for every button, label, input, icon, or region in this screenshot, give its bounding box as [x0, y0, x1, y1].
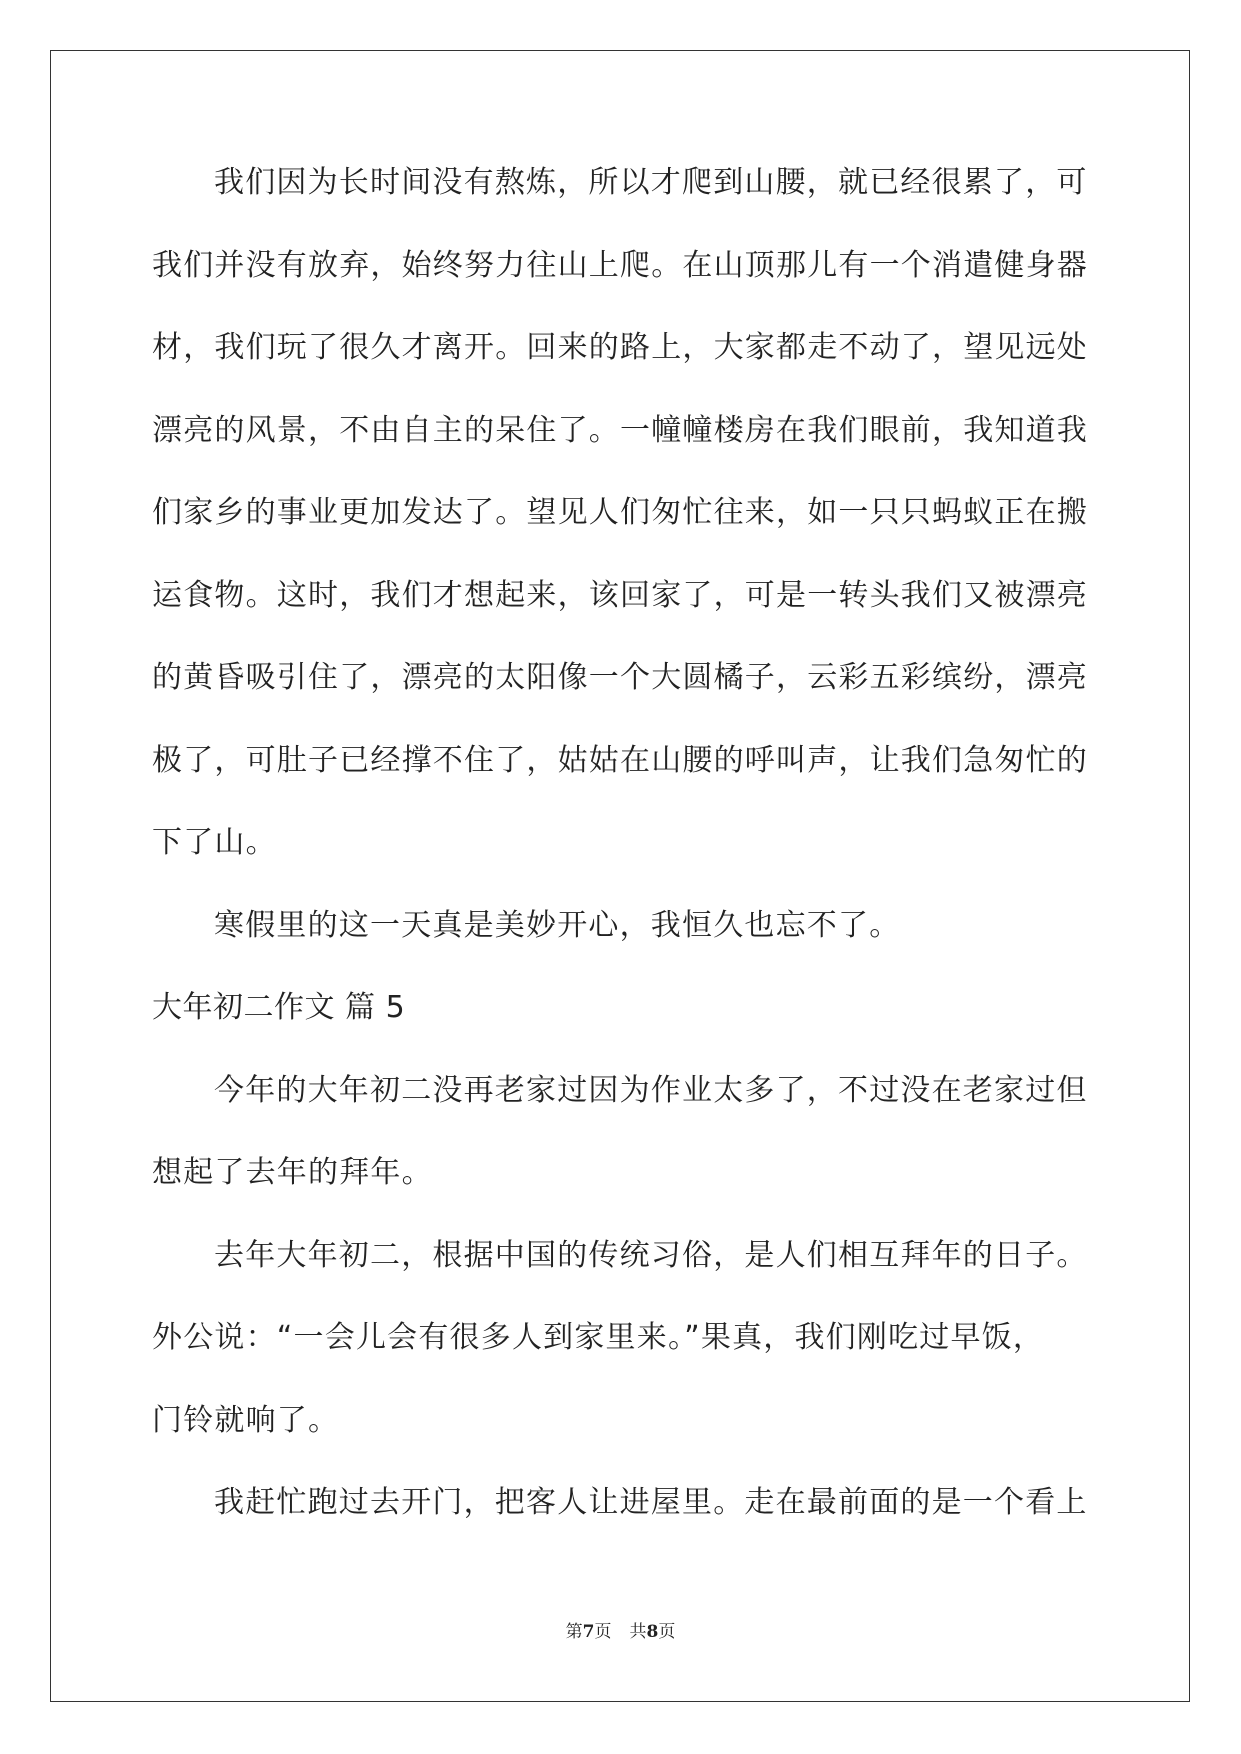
- text-line: 的黄昏吸引住了，漂亮的太阳像一个大圆橘子，云彩五彩缤纷，漂亮: [152, 660, 1088, 695]
- footer-page-unit: 页: [594, 1622, 612, 1642]
- text-line: 们家乡的事业更加发达了。望见人们匆忙往来，如一只只蚂蚁正在搬: [152, 495, 1088, 530]
- text-line: 去年大年初二，根据中国的传统习俗，是人们相互拜年的日子。: [214, 1237, 1088, 1273]
- footer-total-prefix: 共: [629, 1622, 647, 1642]
- text-line: 极了，可肚子已经撑不住了，姑姑在山腰的呼叫声，让我们急匆忙的: [152, 742, 1088, 778]
- footer-prefix: 第: [565, 1622, 583, 1642]
- section-heading: 大年初二作文 篇 5: [152, 990, 406, 1025]
- text-line: 下了山。: [152, 825, 277, 860]
- text-line: 我们因为长时间没有熬炼，所以才爬到山腰，就已经很累了，可: [214, 165, 1088, 200]
- text-line: 运食物。这时，我们才想起来，该回家了，可是一转头我们又被漂亮: [152, 577, 1088, 613]
- current-page-number: 7: [582, 1622, 595, 1642]
- text-line: 漂亮的风景，不由自主的呆住了。一幢幢楼房在我们眼前，我知道我: [152, 412, 1088, 448]
- total-pages-number: 8: [646, 1622, 659, 1642]
- text-line: 材，我们玩了很久才离开。回来的路上，大家都走不动了，望见远处: [152, 330, 1088, 365]
- page-footer: [0, 1617, 1241, 1642]
- text-line: 门铃就响了。: [152, 1402, 340, 1438]
- text-line: 外公说：“一会儿会有很多人到家里来。”果真，我们刚吃过早饭，: [152, 1320, 1045, 1355]
- text-line: 寒假里的这一天真是美妙开心，我恒久也忘不了。: [214, 907, 901, 943]
- text-line: 想起了去年的拜年。: [152, 1155, 433, 1190]
- text-line: 我赶忙跑过去开门，把客人让进屋里。走在最前面的是一个看上: [214, 1485, 1088, 1520]
- footer-total-unit: 页: [658, 1622, 676, 1642]
- text-line: 今年的大年初二没再老家过因为作业太多了，不过没在老家过但: [214, 1072, 1088, 1108]
- document-body: [152, 152, 1094, 1555]
- text-line: 我们并没有放弃，始终努力往山上爬。在山顶那儿有一个消遣健身器: [152, 247, 1088, 283]
